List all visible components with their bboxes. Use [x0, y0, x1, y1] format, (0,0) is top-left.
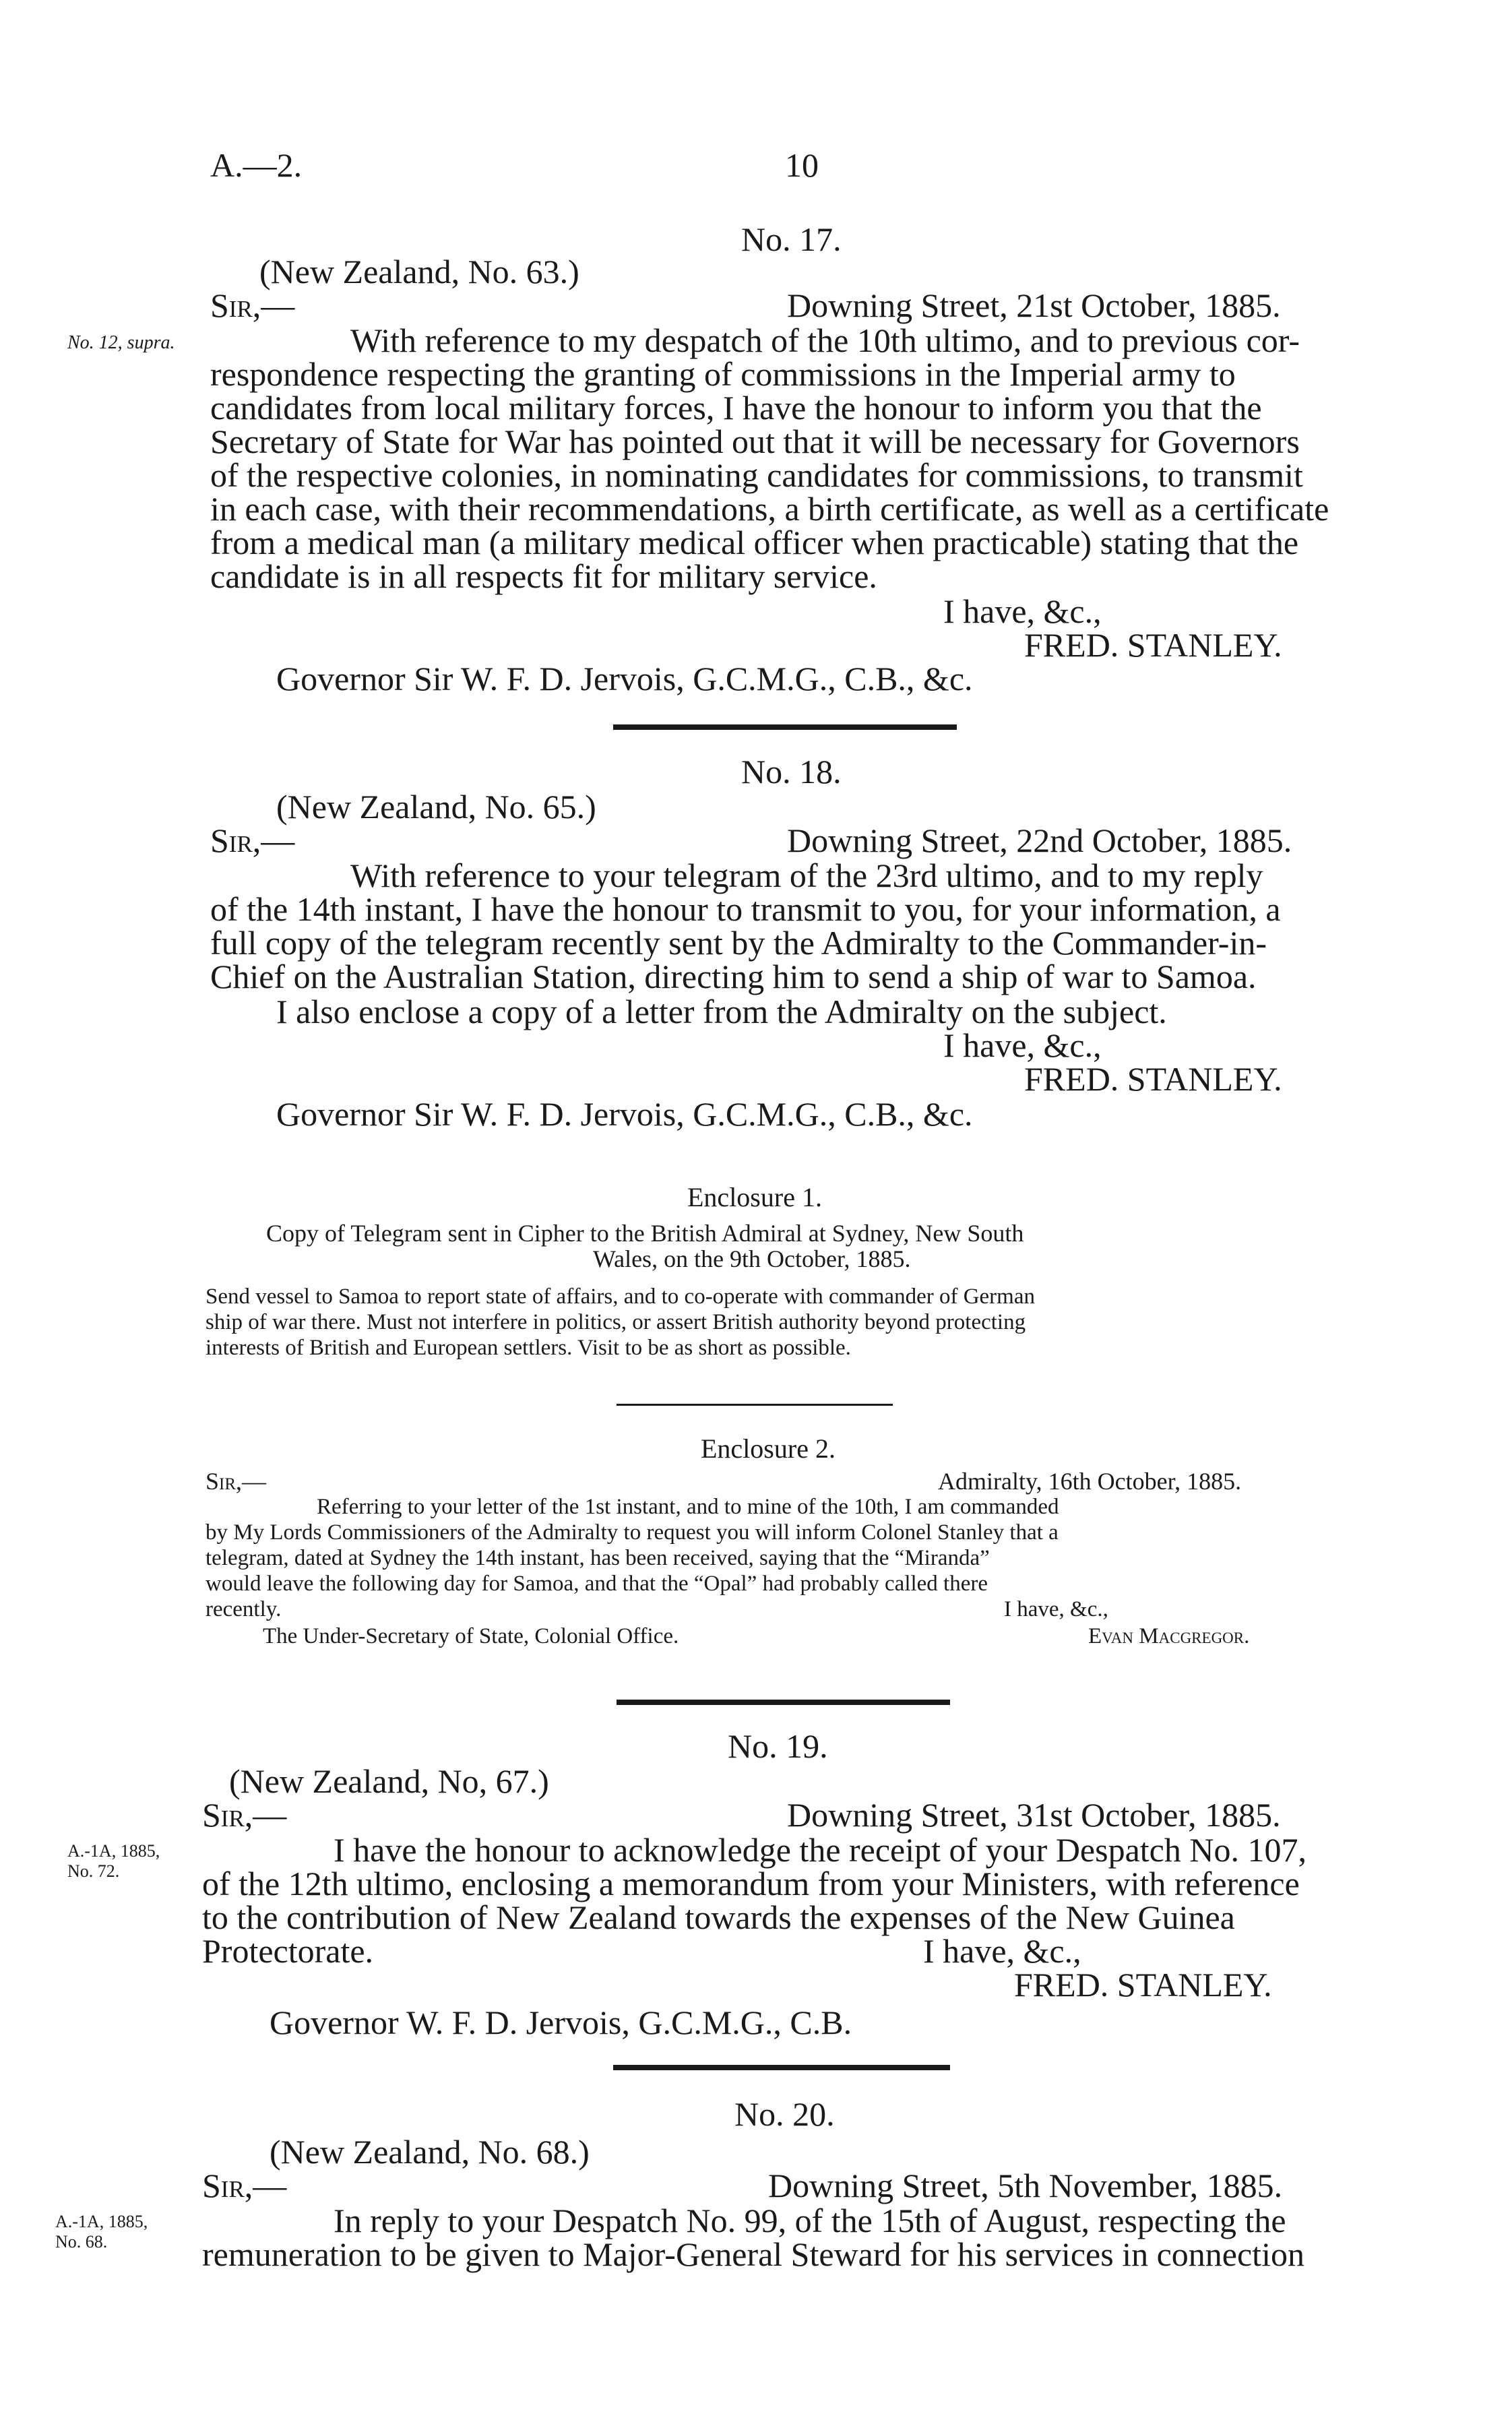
doc-17-body-line: candidate is in all respects fit for military service. — [210, 557, 877, 595]
enclosure-2-title: Enclosure 2. — [701, 1433, 836, 1464]
doc-19-closing: I have, &c., — [923, 1932, 1081, 1970]
doc-17-signature: FRED. STANLEY. — [1024, 626, 1282, 664]
doc-17-body-line: candidates from local military forces, I have the honour to inform you that the — [210, 389, 1262, 427]
doc-18-number: No. 18. — [741, 753, 842, 790]
doc-20-margin-note: A.-1A, 1885, No. 68. — [55, 2212, 148, 2252]
doc-17-body-line: respondence respecting the granting of commissions in the Imperial army to — [210, 355, 1236, 393]
doc-19-margin-note: A.-1A, 1885, No. 72. — [67, 1841, 160, 1881]
enclosure-1-heading-line: Copy of Telegram sent in Cipher to the British Admiral at Sydney, New South — [266, 1220, 1024, 1247]
enclosure-2-body-line: by My Lords Commissioners of the Admiralty to request you will inform Colonel Stanley that a — [206, 1520, 1059, 1545]
section-divider — [613, 2065, 950, 2070]
doc-18-despatch: (New Zealand, No. 65.) — [276, 788, 596, 826]
doc-19-body-line: to the contribution of New Zealand towards the expenses of the New Guinea — [202, 1898, 1235, 1936]
doc-18-signature: FRED. STANLEY. — [1024, 1060, 1282, 1098]
doc-17-closing: I have, &c., — [943, 592, 1102, 630]
doc-18-addressee: Governor Sir W. F. D. Jervois, G.C.M.G., C.B., &c. — [276, 1095, 973, 1133]
doc-18-body-line: I also enclose a copy of a letter from the Admiralty on the subject. — [276, 993, 1167, 1030]
page-reference: A.—2. — [210, 146, 303, 184]
doc-20-place-date: Downing Street, 5th November, 1885. — [768, 2167, 1283, 2204]
section-divider — [617, 1404, 893, 1406]
page-number: 10 — [785, 146, 819, 184]
section-divider — [613, 724, 957, 730]
doc-18-closing: I have, &c., — [943, 1026, 1102, 1064]
doc-17-body-line: from a medical man (a military medical officer when practicable) stating that the — [210, 524, 1299, 561]
enclosure-1-body-line: ship of war there. Must not interfere in politics, or assert British authority beyond protecting — [206, 1310, 1026, 1334]
doc-17-number: No. 17. — [741, 220, 842, 258]
doc-18-salutation: Sir,— — [210, 821, 295, 859]
doc-19-body-line: I have the honour to acknowledge the receipt of your Despatch No. 107, — [334, 1831, 1306, 1869]
enclosure-2-body-line: telegram, dated at Sydney the 14th instant, has been received, saying that the “Miranda” — [206, 1546, 990, 1570]
section-divider — [617, 1700, 950, 1705]
doc-17-body-line: in each case, with their recommendations, a birth certificate, as well as a certificate — [210, 490, 1329, 528]
enclosure-2-addressee: The Under-Secretary of State, Colonial Office. — [263, 1624, 679, 1648]
doc-19-number: No. 19. — [728, 1727, 828, 1765]
doc-17-place-date: Downing Street, 21st October, 1885. — [787, 286, 1281, 324]
doc-19-body-line: of the 12th ultimo, enclosing a memorandum from your Ministers, with reference — [202, 1865, 1300, 1902]
doc-17-despatch: (New Zealand, No. 63.) — [259, 253, 579, 290]
doc-20-body-line: In reply to your Despatch No. 99, of the 15th of August, respecting the — [334, 2202, 1286, 2239]
enclosure-1-body-line: interests of British and European settlers. Visit to be as short as possible. — [206, 1336, 851, 1360]
doc-17-margin-note: No. 12, supra. — [67, 332, 175, 353]
doc-19-body-line: Protectorate. — [202, 1932, 374, 1970]
enclosure-2-place-date: Admiralty, 16th October, 1885. — [938, 1468, 1242, 1495]
doc-18-place-date: Downing Street, 22nd October, 1885. — [787, 821, 1292, 859]
doc-18-body-line: With reference to your telegram of the 23rd ultimo, and to my reply — [350, 857, 1263, 894]
doc-18-body-line: Chief on the Australian Station, directing him to send a ship of war to Samoa. — [210, 958, 1257, 995]
doc-19-addressee: Governor W. F. D. Jervois, G.C.M.G., C.B. — [270, 2004, 852, 2041]
doc-20-salutation: Sir,— — [202, 2167, 287, 2204]
enclosure-1-body-line: Send vessel to Samoa to report state of affairs, and to co-operate with commander of German — [206, 1284, 1035, 1309]
doc-19-place-date: Downing Street, 31st October, 1885. — [787, 1796, 1281, 1834]
enclosure-2-body-line: recently. — [206, 1597, 282, 1621]
doc-17-addressee: Governor Sir W. F. D. Jervois, G.C.M.G., C.B., &c. — [276, 660, 973, 697]
enclosure-1-title: Enclosure 1. — [687, 1182, 822, 1212]
enclosure-2-body-line: would leave the following day for Samoa, and that the “Opal” had probably called there — [206, 1572, 988, 1596]
doc-17-body-line: With reference to my despatch of the 10th ultimo, and to previous cor- — [350, 321, 1300, 359]
doc-20-despatch: (New Zealand, No. 68.) — [270, 2133, 590, 2171]
enclosure-2-body-line: Referring to your letter of the 1st instant, and to mine of the 10th, I am commanded — [317, 1495, 1059, 1519]
doc-17-salutation: Sir,— — [210, 286, 295, 324]
doc-20-body-line: remuneration to be given to Major-General Steward for his services in connection — [202, 2235, 1304, 2273]
enclosure-2-closing: I have, &c., — [1004, 1597, 1108, 1621]
enclosure-1-heading-line: Wales, on the 9th October, 1885. — [593, 1245, 911, 1272]
enclosure-2-salutation: Sir,— — [206, 1468, 267, 1495]
doc-17-body-line: Secretary of State for War has pointed out that it will be necessary for Governors — [210, 423, 1300, 460]
doc-18-body-line: of the 14th instant, I have the honour to transmit to you, for your information, a — [210, 890, 1281, 928]
doc-20-number: No. 20. — [734, 2095, 835, 2133]
doc-19-salutation: Sir,— — [202, 1796, 287, 1834]
doc-17-body-line: of the respective colonies, in nominating candidates for commissions, to transmit — [210, 456, 1303, 494]
enclosure-2-signature: Evan Macgregor. — [1088, 1624, 1250, 1648]
doc-19-despatch: (New Zealand, No, 67.) — [229, 1762, 549, 1800]
doc-18-body-line: full copy of the telegram recently sent by the Admiralty to the Commander-in- — [210, 924, 1267, 962]
doc-19-signature: FRED. STANLEY. — [1014, 1966, 1272, 2004]
